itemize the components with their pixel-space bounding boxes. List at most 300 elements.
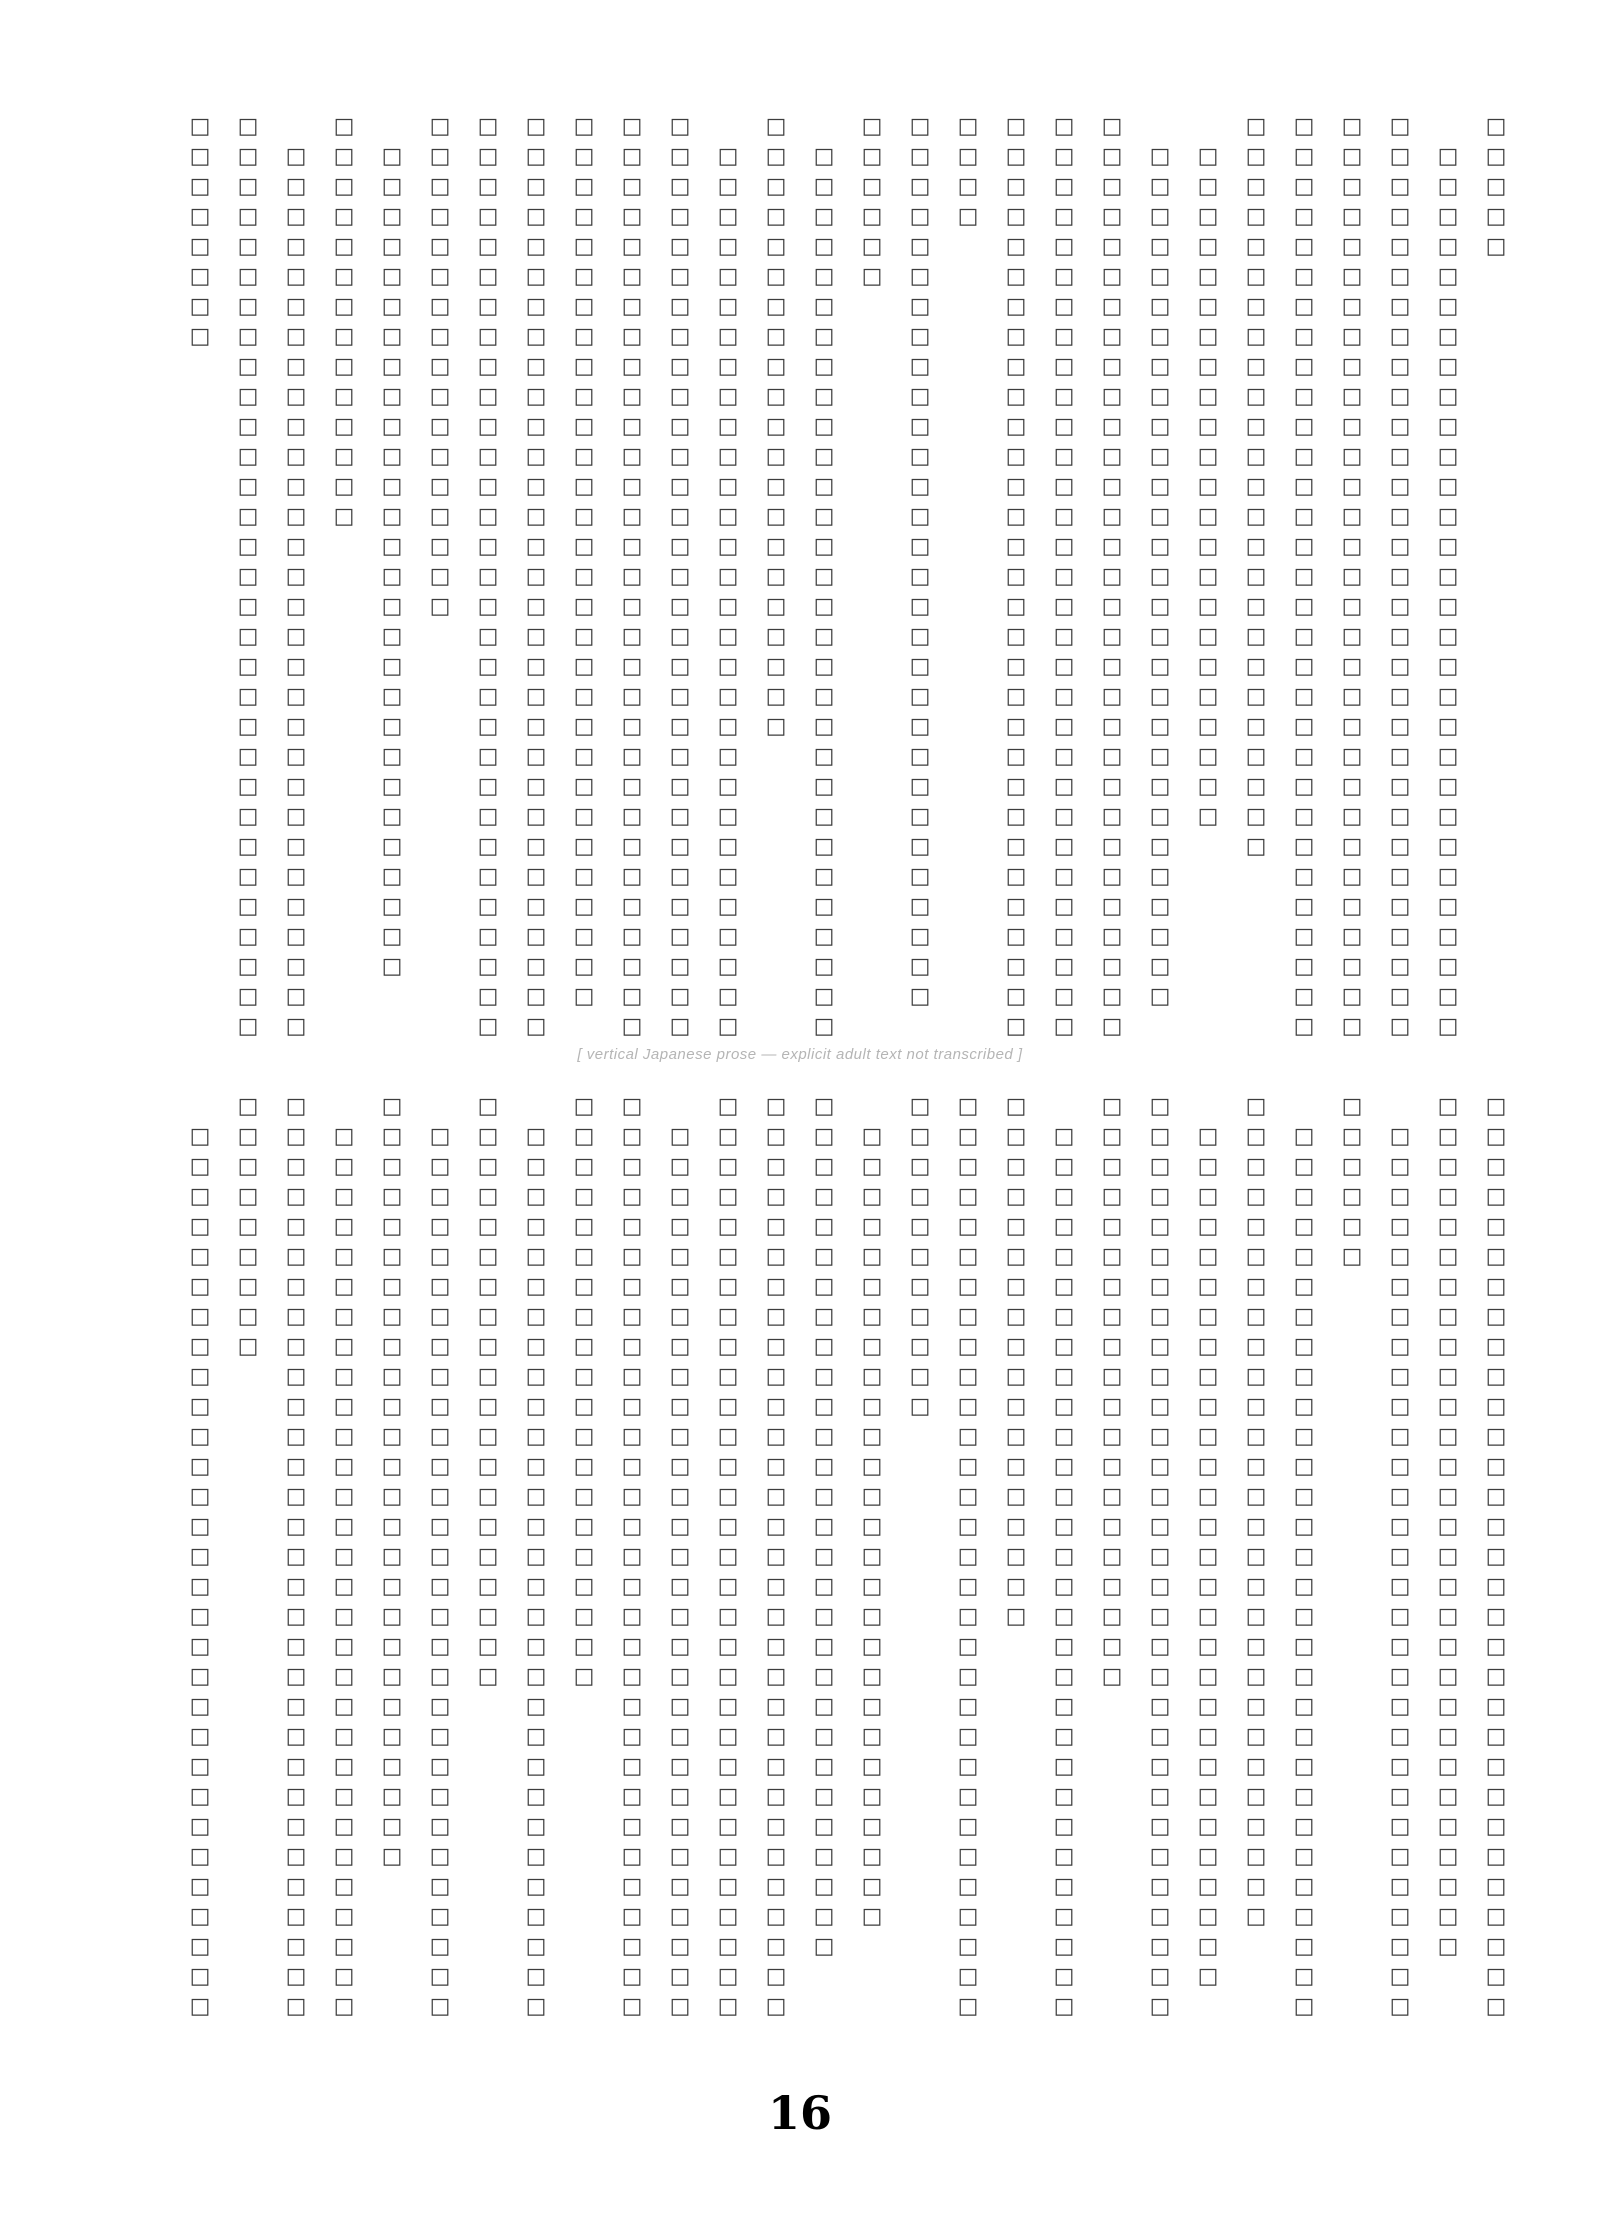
redacted-character: □ bbox=[1005, 954, 1027, 979]
redacted-character: □ bbox=[1245, 1094, 1267, 1119]
text-column bbox=[320, 1092, 368, 2032]
redacted-character: □ bbox=[237, 1094, 259, 1119]
redacted-character: □ bbox=[381, 864, 403, 889]
redacted-character: □ bbox=[1245, 804, 1267, 829]
redacted-character: □ bbox=[909, 534, 931, 559]
redacted-character: □ bbox=[237, 1154, 259, 1179]
redacted-character: □ bbox=[189, 1724, 211, 1749]
redacted-character: □ bbox=[621, 1364, 643, 1389]
redacted-character: □ bbox=[285, 1304, 307, 1329]
redacted-character: □ bbox=[957, 1694, 979, 1719]
redacted-character: □ bbox=[1341, 534, 1363, 559]
redacted-character: □ bbox=[669, 1574, 691, 1599]
redacted-character: □ bbox=[813, 1784, 835, 1809]
redacted-character: □ bbox=[1197, 1274, 1219, 1299]
redacted-character: □ bbox=[1341, 804, 1363, 829]
redacted-character: □ bbox=[189, 324, 211, 349]
redacted-character: □ bbox=[525, 864, 547, 889]
redacted-character: □ bbox=[1149, 1784, 1171, 1809]
redacted-character: □ bbox=[669, 324, 691, 349]
redacted-character: □ bbox=[621, 774, 643, 799]
redacted-character: □ bbox=[1293, 504, 1315, 529]
redacted-character: □ bbox=[189, 1484, 211, 1509]
redacted-character: □ bbox=[813, 1484, 835, 1509]
redacted-character: □ bbox=[429, 1634, 451, 1659]
redacted-character: □ bbox=[717, 924, 739, 949]
redacted-character: □ bbox=[381, 234, 403, 259]
redacted-character: □ bbox=[909, 264, 931, 289]
redacted-character: □ bbox=[1005, 594, 1027, 619]
redacted-character: □ bbox=[1101, 744, 1123, 769]
redacted-character: □ bbox=[1101, 174, 1123, 199]
redacted-character: □ bbox=[1005, 894, 1027, 919]
redacted-character: □ bbox=[1389, 1994, 1411, 2019]
redacted-character: □ bbox=[813, 1334, 835, 1359]
redacted-character: □ bbox=[477, 1304, 499, 1329]
redacted-character: □ bbox=[1197, 1904, 1219, 1929]
redacted-character: □ bbox=[1101, 1014, 1123, 1039]
redacted-character: □ bbox=[1197, 1664, 1219, 1689]
redacted-character: □ bbox=[381, 1214, 403, 1239]
redacted-character: □ bbox=[333, 1904, 355, 1929]
redacted-character: □ bbox=[765, 1154, 787, 1179]
redacted-character: □ bbox=[1053, 114, 1075, 139]
redacted-character: □ bbox=[813, 1664, 835, 1689]
redacted-character: □ bbox=[765, 1514, 787, 1539]
redacted-character: □ bbox=[813, 804, 835, 829]
redacted-character: □ bbox=[717, 1274, 739, 1299]
redacted-character: □ bbox=[333, 1154, 355, 1179]
redacted-character: □ bbox=[1293, 864, 1315, 889]
redacted-character: □ bbox=[1149, 1934, 1171, 1959]
redacted-character: □ bbox=[1389, 1124, 1411, 1149]
redacted-character: □ bbox=[525, 804, 547, 829]
redacted-character: □ bbox=[765, 1214, 787, 1239]
redacted-character: □ bbox=[765, 1454, 787, 1479]
redacted-character: □ bbox=[669, 1844, 691, 1869]
redacted-character: □ bbox=[1245, 354, 1267, 379]
redacted-character: □ bbox=[237, 624, 259, 649]
redacted-character: □ bbox=[1197, 1574, 1219, 1599]
redacted-character: □ bbox=[1293, 474, 1315, 499]
redacted-character: □ bbox=[189, 1634, 211, 1659]
redacted-character: □ bbox=[573, 444, 595, 469]
redacted-character: □ bbox=[189, 264, 211, 289]
redacted-character: □ bbox=[669, 1014, 691, 1039]
redacted-character: □ bbox=[765, 144, 787, 169]
redacted-character: □ bbox=[1197, 1844, 1219, 1869]
redacted-character: □ bbox=[1341, 924, 1363, 949]
redacted-character: □ bbox=[1005, 744, 1027, 769]
redacted-character: □ bbox=[1485, 1874, 1507, 1899]
redacted-character: □ bbox=[1245, 264, 1267, 289]
redacted-character: □ bbox=[909, 234, 931, 259]
redacted-character: □ bbox=[333, 1424, 355, 1449]
redacted-character: □ bbox=[477, 1484, 499, 1509]
redacted-character: □ bbox=[333, 1484, 355, 1509]
redacted-character: □ bbox=[525, 1574, 547, 1599]
redacted-character: □ bbox=[1341, 954, 1363, 979]
redacted-character: □ bbox=[813, 264, 835, 289]
redacted-character: □ bbox=[1053, 234, 1075, 259]
redacted-character: □ bbox=[477, 654, 499, 679]
redacted-character: □ bbox=[765, 444, 787, 469]
redacted-character: □ bbox=[1197, 204, 1219, 229]
redacted-character: □ bbox=[1389, 1574, 1411, 1599]
redacted-character: □ bbox=[909, 1184, 931, 1209]
redacted-character: □ bbox=[1293, 1964, 1315, 1989]
redacted-character: □ bbox=[1005, 1184, 1027, 1209]
redacted-character: □ bbox=[1149, 1544, 1171, 1569]
redacted-character: □ bbox=[765, 1424, 787, 1449]
redacted-character: □ bbox=[333, 1184, 355, 1209]
redacted-character: □ bbox=[1485, 1934, 1507, 1959]
redacted-character: □ bbox=[1293, 1484, 1315, 1509]
redacted-character: □ bbox=[525, 1124, 547, 1149]
redacted-character: □ bbox=[429, 1934, 451, 1959]
redacted-character: □ bbox=[1437, 1184, 1459, 1209]
redacted-character: □ bbox=[909, 1244, 931, 1269]
redacted-character: □ bbox=[1485, 1454, 1507, 1479]
redacted-character: □ bbox=[669, 1904, 691, 1929]
redacted-character: □ bbox=[1245, 684, 1267, 709]
redacted-character: □ bbox=[429, 1904, 451, 1929]
redacted-character: □ bbox=[573, 864, 595, 889]
redacted-character: □ bbox=[717, 864, 739, 889]
redacted-character: □ bbox=[1437, 1604, 1459, 1629]
redacted-character: □ bbox=[621, 594, 643, 619]
text-column bbox=[224, 1092, 272, 2032]
redacted-character: □ bbox=[237, 714, 259, 739]
redacted-character: □ bbox=[1437, 924, 1459, 949]
redacted-character: □ bbox=[1245, 1184, 1267, 1209]
redacted-character: □ bbox=[1149, 834, 1171, 859]
redacted-character: □ bbox=[1005, 984, 1027, 1009]
redacted-character: □ bbox=[285, 684, 307, 709]
redacted-character: □ bbox=[285, 234, 307, 259]
redacted-character: □ bbox=[765, 1964, 787, 1989]
redacted-character: □ bbox=[285, 1424, 307, 1449]
redacted-character: □ bbox=[237, 654, 259, 679]
redacted-character: □ bbox=[717, 1184, 739, 1209]
redacted-character: □ bbox=[1149, 1694, 1171, 1719]
redacted-character: □ bbox=[381, 804, 403, 829]
redacted-character: □ bbox=[1053, 324, 1075, 349]
redacted-character: □ bbox=[333, 1274, 355, 1299]
text-column bbox=[704, 112, 752, 1052]
redacted-character: □ bbox=[237, 984, 259, 1009]
redacted-character: □ bbox=[1101, 1544, 1123, 1569]
redacted-character: □ bbox=[717, 624, 739, 649]
redacted-character: □ bbox=[1389, 414, 1411, 439]
redacted-character: □ bbox=[765, 714, 787, 739]
redacted-character: □ bbox=[813, 714, 835, 739]
redacted-character: □ bbox=[573, 924, 595, 949]
redacted-character: □ bbox=[1485, 1124, 1507, 1149]
redacted-character: □ bbox=[1053, 1514, 1075, 1539]
redacted-character: □ bbox=[1149, 1274, 1171, 1299]
redacted-character: □ bbox=[861, 1424, 883, 1449]
redacted-character: □ bbox=[1005, 1214, 1027, 1239]
redacted-character: □ bbox=[813, 1574, 835, 1599]
redacted-character: □ bbox=[717, 894, 739, 919]
redacted-character: □ bbox=[1389, 594, 1411, 619]
redacted-character: □ bbox=[1149, 444, 1171, 469]
redacted-character: □ bbox=[477, 1214, 499, 1239]
redacted-character: □ bbox=[765, 264, 787, 289]
redacted-character: □ bbox=[621, 324, 643, 349]
redacted-character: □ bbox=[1293, 564, 1315, 589]
redacted-character: □ bbox=[1197, 1874, 1219, 1899]
redacted-character: □ bbox=[1389, 894, 1411, 919]
redacted-character: □ bbox=[1053, 774, 1075, 799]
redacted-character: □ bbox=[285, 954, 307, 979]
redacted-character: □ bbox=[1197, 1214, 1219, 1239]
redacted-character: □ bbox=[477, 264, 499, 289]
redacted-character: □ bbox=[813, 1154, 835, 1179]
redacted-character: □ bbox=[573, 744, 595, 769]
redacted-character: □ bbox=[1437, 564, 1459, 589]
redacted-character: □ bbox=[1005, 774, 1027, 799]
redacted-character: □ bbox=[765, 474, 787, 499]
redacted-character: □ bbox=[333, 1934, 355, 1959]
redacted-character: □ bbox=[1053, 1904, 1075, 1929]
redacted-character: □ bbox=[1149, 1664, 1171, 1689]
redacted-character: □ bbox=[1053, 1814, 1075, 1839]
redacted-character: □ bbox=[717, 1634, 739, 1659]
redacted-character: □ bbox=[1293, 1814, 1315, 1839]
redacted-character: □ bbox=[765, 1724, 787, 1749]
redacted-character: □ bbox=[285, 444, 307, 469]
redacted-character: □ bbox=[1149, 1874, 1171, 1899]
redacted-character: □ bbox=[285, 1454, 307, 1479]
redacted-character: □ bbox=[861, 1364, 883, 1389]
redacted-character: □ bbox=[237, 954, 259, 979]
redacted-character: □ bbox=[429, 1874, 451, 1899]
redacted-character: □ bbox=[813, 684, 835, 709]
redacted-character: □ bbox=[813, 294, 835, 319]
redacted-character: □ bbox=[477, 954, 499, 979]
redacted-character: □ bbox=[285, 1544, 307, 1569]
redacted-character: □ bbox=[621, 264, 643, 289]
redacted-character: □ bbox=[669, 564, 691, 589]
redacted-character: □ bbox=[621, 1014, 643, 1039]
redacted-character: □ bbox=[669, 804, 691, 829]
redacted-character: □ bbox=[1005, 474, 1027, 499]
text-column bbox=[1088, 112, 1136, 1052]
redacted-character: □ bbox=[1389, 624, 1411, 649]
redacted-character: □ bbox=[285, 594, 307, 619]
redacted-character: □ bbox=[573, 1094, 595, 1119]
redacted-character: □ bbox=[285, 1994, 307, 2019]
redacted-character: □ bbox=[621, 534, 643, 559]
text-column bbox=[656, 112, 704, 1052]
redacted-character: □ bbox=[1293, 894, 1315, 919]
redacted-character: □ bbox=[1197, 714, 1219, 739]
redacted-character: □ bbox=[1437, 1424, 1459, 1449]
text-column bbox=[896, 1092, 944, 2032]
redacted-character: □ bbox=[1197, 1484, 1219, 1509]
redacted-character: □ bbox=[1293, 954, 1315, 979]
redacted-character: □ bbox=[1149, 504, 1171, 529]
redacted-character: □ bbox=[573, 1634, 595, 1659]
redacted-character: □ bbox=[1437, 864, 1459, 889]
redacted-character: □ bbox=[285, 864, 307, 889]
redacted-character: □ bbox=[525, 294, 547, 319]
redacted-character: □ bbox=[1293, 924, 1315, 949]
redacted-character: □ bbox=[669, 114, 691, 139]
redacted-character: □ bbox=[909, 384, 931, 409]
redacted-character: □ bbox=[621, 1934, 643, 1959]
redacted-character: □ bbox=[285, 1094, 307, 1119]
redacted-character: □ bbox=[333, 1574, 355, 1599]
redacted-character: □ bbox=[765, 624, 787, 649]
redacted-character: □ bbox=[1101, 294, 1123, 319]
redacted-character: □ bbox=[1053, 594, 1075, 619]
redacted-character: □ bbox=[285, 204, 307, 229]
redacted-character: □ bbox=[1293, 1904, 1315, 1929]
redacted-character: □ bbox=[381, 924, 403, 949]
redacted-character: □ bbox=[525, 1514, 547, 1539]
redacted-character: □ bbox=[1101, 1394, 1123, 1419]
redacted-character: □ bbox=[861, 1514, 883, 1539]
redacted-character: □ bbox=[237, 354, 259, 379]
redacted-character: □ bbox=[669, 1544, 691, 1569]
redacted-character: □ bbox=[477, 504, 499, 529]
redacted-character: □ bbox=[525, 1424, 547, 1449]
redacted-character: □ bbox=[765, 1394, 787, 1419]
redacted-character: □ bbox=[717, 744, 739, 769]
redacted-character: □ bbox=[381, 1454, 403, 1479]
redacted-character: □ bbox=[813, 984, 835, 1009]
redacted-character: □ bbox=[477, 324, 499, 349]
redacted-character: □ bbox=[957, 1304, 979, 1329]
redacted-character: □ bbox=[429, 1994, 451, 2019]
redacted-character: □ bbox=[1197, 1364, 1219, 1389]
redacted-character: □ bbox=[525, 1394, 547, 1419]
redacted-character: □ bbox=[765, 564, 787, 589]
redacted-character: □ bbox=[1341, 564, 1363, 589]
redacted-character: □ bbox=[1245, 1334, 1267, 1359]
redacted-character: □ bbox=[813, 654, 835, 679]
redacted-character: □ bbox=[717, 1124, 739, 1149]
redacted-character: □ bbox=[1389, 114, 1411, 139]
redacted-character: □ bbox=[909, 744, 931, 769]
redacted-character: □ bbox=[381, 354, 403, 379]
redacted-character: □ bbox=[861, 1454, 883, 1479]
redacted-character: □ bbox=[1341, 1124, 1363, 1149]
redacted-character: □ bbox=[765, 114, 787, 139]
redacted-character: □ bbox=[1197, 1634, 1219, 1659]
redacted-character: □ bbox=[285, 1904, 307, 1929]
redacted-character: □ bbox=[381, 684, 403, 709]
redacted-character: □ bbox=[909, 624, 931, 649]
redacted-character: □ bbox=[717, 984, 739, 1009]
redacted-character: □ bbox=[909, 1304, 931, 1329]
redacted-character: □ bbox=[477, 444, 499, 469]
redacted-character: □ bbox=[717, 1694, 739, 1719]
redacted-character: □ bbox=[765, 1874, 787, 1899]
redacted-character: □ bbox=[573, 1334, 595, 1359]
redacted-character: □ bbox=[717, 234, 739, 259]
redacted-character: □ bbox=[285, 324, 307, 349]
redacted-character: □ bbox=[813, 1934, 835, 1959]
redacted-character: □ bbox=[525, 144, 547, 169]
redacted-character: □ bbox=[957, 1634, 979, 1659]
redacted-character: □ bbox=[1245, 534, 1267, 559]
redacted-character: □ bbox=[237, 924, 259, 949]
redacted-character: □ bbox=[717, 804, 739, 829]
redacted-character: □ bbox=[621, 474, 643, 499]
redacted-character: □ bbox=[1341, 594, 1363, 619]
redacted-character: □ bbox=[1053, 1724, 1075, 1749]
redacted-character: □ bbox=[813, 1214, 835, 1239]
redacted-character: □ bbox=[1149, 1964, 1171, 1989]
redacted-character: □ bbox=[333, 504, 355, 529]
redacted-character: □ bbox=[525, 1154, 547, 1179]
redacted-character: □ bbox=[381, 1664, 403, 1689]
redacted-character: □ bbox=[237, 894, 259, 919]
text-column bbox=[800, 112, 848, 1052]
redacted-character: □ bbox=[1389, 804, 1411, 829]
redacted-character: □ bbox=[237, 1184, 259, 1209]
redacted-character: □ bbox=[285, 1484, 307, 1509]
redacted-character: □ bbox=[1437, 324, 1459, 349]
redacted-character: □ bbox=[765, 1844, 787, 1869]
redacted-character: □ bbox=[1389, 1274, 1411, 1299]
redacted-character: □ bbox=[813, 1604, 835, 1629]
redacted-character: □ bbox=[1293, 144, 1315, 169]
redacted-character: □ bbox=[669, 1484, 691, 1509]
redacted-character: □ bbox=[1101, 114, 1123, 139]
redacted-character: □ bbox=[573, 114, 595, 139]
redacted-character: □ bbox=[381, 774, 403, 799]
redacted-character: □ bbox=[1101, 1214, 1123, 1239]
redacted-character: □ bbox=[765, 654, 787, 679]
redacted-character: □ bbox=[573, 294, 595, 319]
redacted-character: □ bbox=[285, 1964, 307, 1989]
redacted-character: □ bbox=[1149, 954, 1171, 979]
redacted-character: □ bbox=[1101, 234, 1123, 259]
redacted-character: □ bbox=[621, 144, 643, 169]
redacted-character: □ bbox=[477, 174, 499, 199]
redacted-character: □ bbox=[1437, 684, 1459, 709]
redacted-character: □ bbox=[1485, 1334, 1507, 1359]
redacted-character: □ bbox=[957, 1994, 979, 2019]
redacted-character: □ bbox=[1293, 1874, 1315, 1899]
redacted-character: □ bbox=[1389, 294, 1411, 319]
redacted-character: □ bbox=[717, 1574, 739, 1599]
redacted-character: □ bbox=[1437, 804, 1459, 829]
redacted-character: □ bbox=[669, 1364, 691, 1389]
redacted-character: □ bbox=[1389, 1334, 1411, 1359]
redacted-character: □ bbox=[285, 1124, 307, 1149]
redacted-character: □ bbox=[1485, 1964, 1507, 1989]
redacted-character: □ bbox=[1341, 144, 1363, 169]
redacted-character: □ bbox=[1005, 864, 1027, 889]
text-column bbox=[368, 1092, 416, 2032]
redacted-character: □ bbox=[1245, 1874, 1267, 1899]
redacted-character: □ bbox=[381, 624, 403, 649]
redacted-character: □ bbox=[333, 1874, 355, 1899]
redacted-character: □ bbox=[1389, 984, 1411, 1009]
redacted-character: □ bbox=[189, 1334, 211, 1359]
redacted-character: □ bbox=[621, 1814, 643, 1839]
redacted-character: □ bbox=[621, 924, 643, 949]
redacted-character: □ bbox=[237, 1244, 259, 1269]
redacted-character: □ bbox=[909, 414, 931, 439]
text-column bbox=[944, 1092, 992, 2032]
